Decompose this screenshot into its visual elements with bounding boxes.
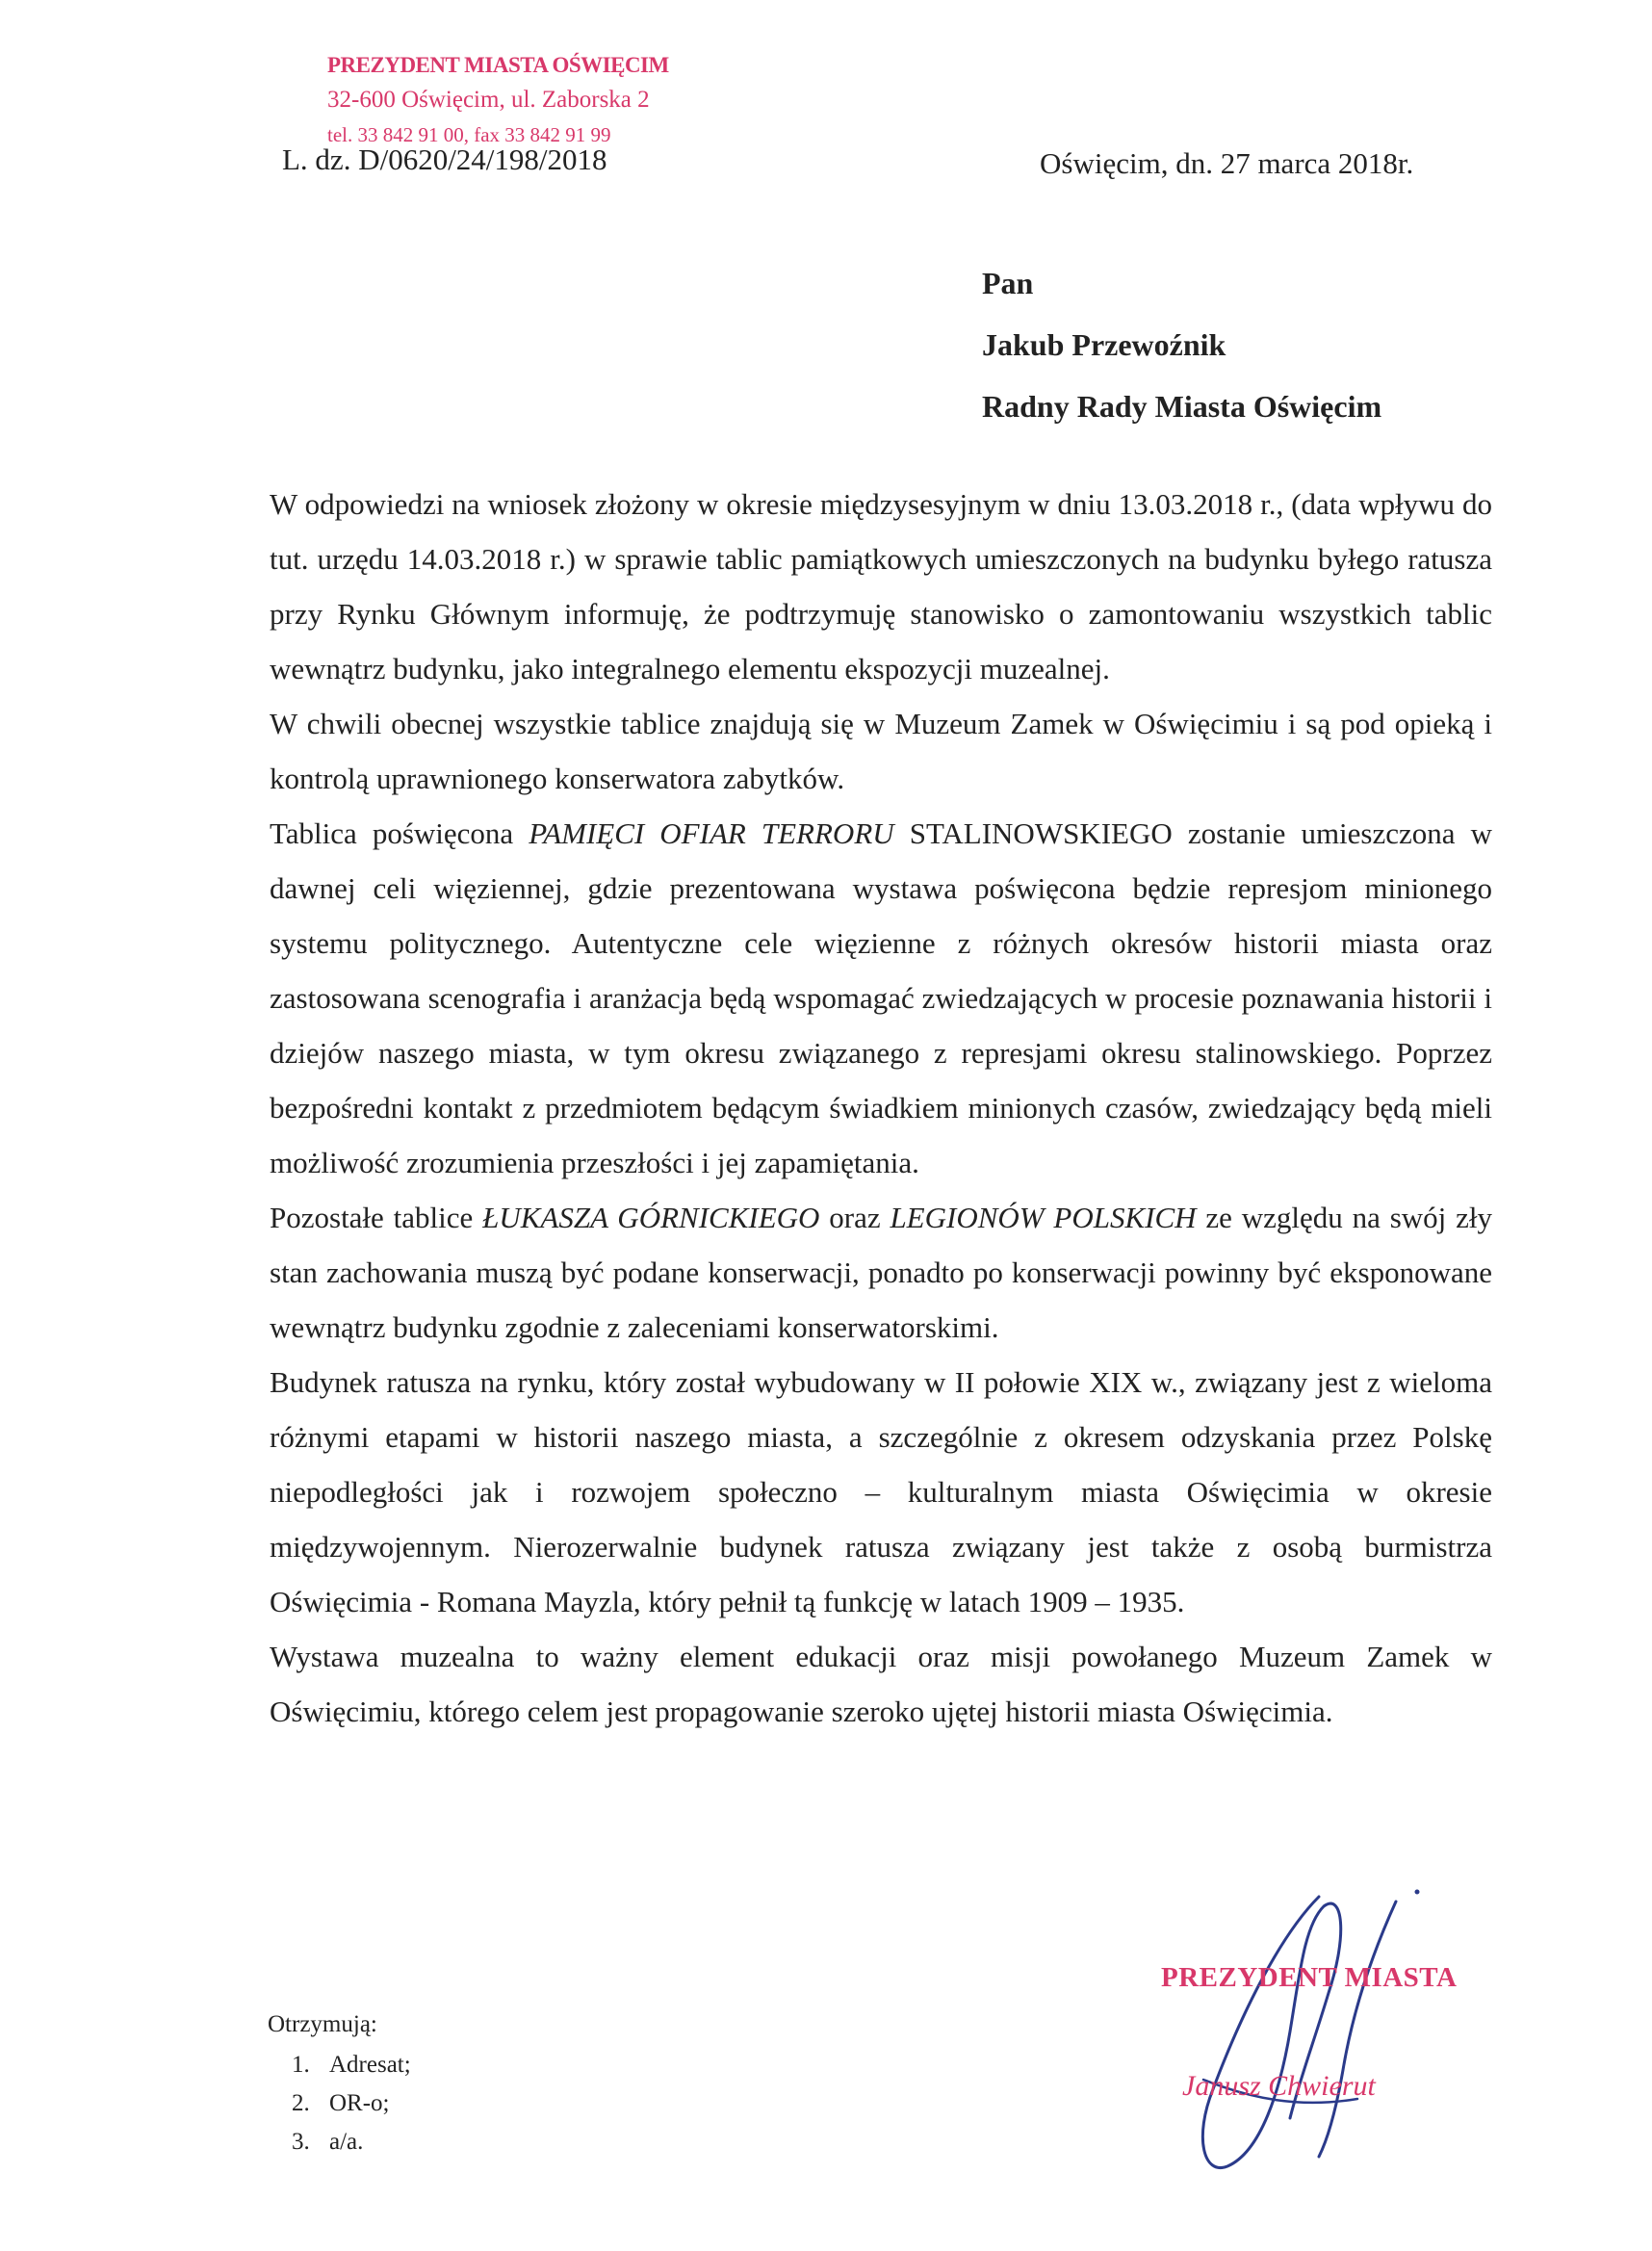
body-paragraph-6: Wystawa muzealna to ważny element edukacji oraz misji powołanego Muzeum Zamek w Oświęcimiu, którego celem jest propagowanie szeroko ujętej historii miasta Oświęcimia.	[270, 1640, 1492, 1728]
signature-stamp-title: PREZYDENT MIASTA	[1161, 1962, 1458, 1993]
distribution-list	[268, 2005, 411, 2161]
body-emphasis: ŁUKASZA GÓRNICKIEGO	[482, 1201, 820, 1234]
signature-stamp-name: Janusz Chwierut	[1182, 2070, 1376, 2102]
body-paragraph-2: W chwili obecnej wszystkie tablice znajdują się w Muzeum Zamek w Oświęcimiu i są pod opieką i kontrolą uprawnionego konserwatora zabytków.	[270, 707, 1492, 795]
list-item: 2. OR-o;	[316, 2084, 411, 2123]
body-text-span: STALINOWSKIEGO zostanie umieszczona w dawnej celi więziennej, gdzie prezentowana wystawa poświęcona będzie represjom minionego systemu politycznego. Autentyczne cele więzienne z różnych okresów historii miasta oraz zastosowana scenografia i aranżacja będą wspomagać zwiedzających w procesie poznawania historii i dziejów naszego miasta, w tym okresu związanego z represjami okresu stalinowskiego. Poprzez bezpośredni kontakt z przedmiotem będącym świadkiem minionych czasów, zwiedzający będą mieli możliwość zrozumienia przeszłości i jej zapamiętania.	[270, 816, 1492, 1179]
body-text-span: ze względu na swój zły stan zachowania muszą być podane konserwacji, ponadto po konserwacji powinny być eksponowane wewnątrz budynku zgodnie z zaleceniami konserwatorskimi.	[270, 1201, 1493, 1344]
stamp-phone: tel. 33 842 91 00, fax 33 842 91 99	[327, 123, 611, 146]
body-emphasis: LEGIONÓW POLSKICH	[890, 1201, 1197, 1234]
body-paragraph-3	[270, 806, 1492, 1190]
recipient-salutation: Pan	[982, 266, 1034, 300]
letter-body	[270, 477, 1492, 1739]
body-emphasis: PAMIĘCI OFIAR TERRORU	[529, 816, 894, 850]
recipient-title: Radny Rady Miasta Oświęcim	[982, 389, 1382, 424]
distribution-title: Otrzymują:	[268, 2011, 377, 2037]
recipient-block	[982, 252, 1381, 437]
recipient-name: Jakub Przewoźnik	[982, 327, 1226, 362]
body-paragraph-4	[270, 1190, 1492, 1355]
list-item: 1. Adresat;	[316, 2046, 411, 2084]
stamp-address: 32-600 Oświęcim, ul. Zaborska 2	[327, 87, 650, 113]
handwritten-signature	[1136, 1877, 1463, 2195]
letter-date: Oświęcim, dn. 27 marca 2018r.	[1040, 146, 1414, 180]
body-text-span: Pozostałe tablice	[270, 1201, 483, 1234]
distribution-items	[268, 2046, 411, 2161]
body-text-span: oraz	[819, 1201, 891, 1234]
body-text-span: Tablica poświęcona	[270, 816, 529, 850]
stamp-office-name: PREZYDENT MIASTA OŚWIĘCIM	[327, 53, 669, 77]
body-paragraph-1: W odpowiedzi na wniosek złożony w okresie międzysesyjnym w dniu 13.03.2018 r., (data wpływu do tut. urzędu 14.03.2018 r.) w sprawie tablic pamiątkowych umieszczonych na budynku byłego ratusza przy Rynku Głównym informuję, że podtrzymuję stanowisko o zamontowaniu wszystkich tablic wewnątrz budynku, jako integralnego elementu ekspozycji muzealnej.	[270, 487, 1492, 686]
office-stamp-header	[327, 48, 669, 152]
list-item: 3. a/a.	[316, 2123, 411, 2161]
reference-number: L. dz. D/0620/24/198/2018	[282, 142, 607, 176]
body-paragraph-5: Budynek ratusza na rynku, który został wybudowany w II połowie XIX w., związany jest z wieloma różnymi etapami w historii naszego miasta, a szczególnie z okresem odzyskania przez Polskę niepodległości jak i rozwojem społeczno – kulturalnym miasta Oświęcimia w okresie międzywojennym. Nierozerwalnie budynek ratusza związany jest także z osobą burmistrza Oświęcimia - Romana Mayzla, który pełnił tą funkcję w latach 1909 – 1935.	[270, 1365, 1492, 1618]
